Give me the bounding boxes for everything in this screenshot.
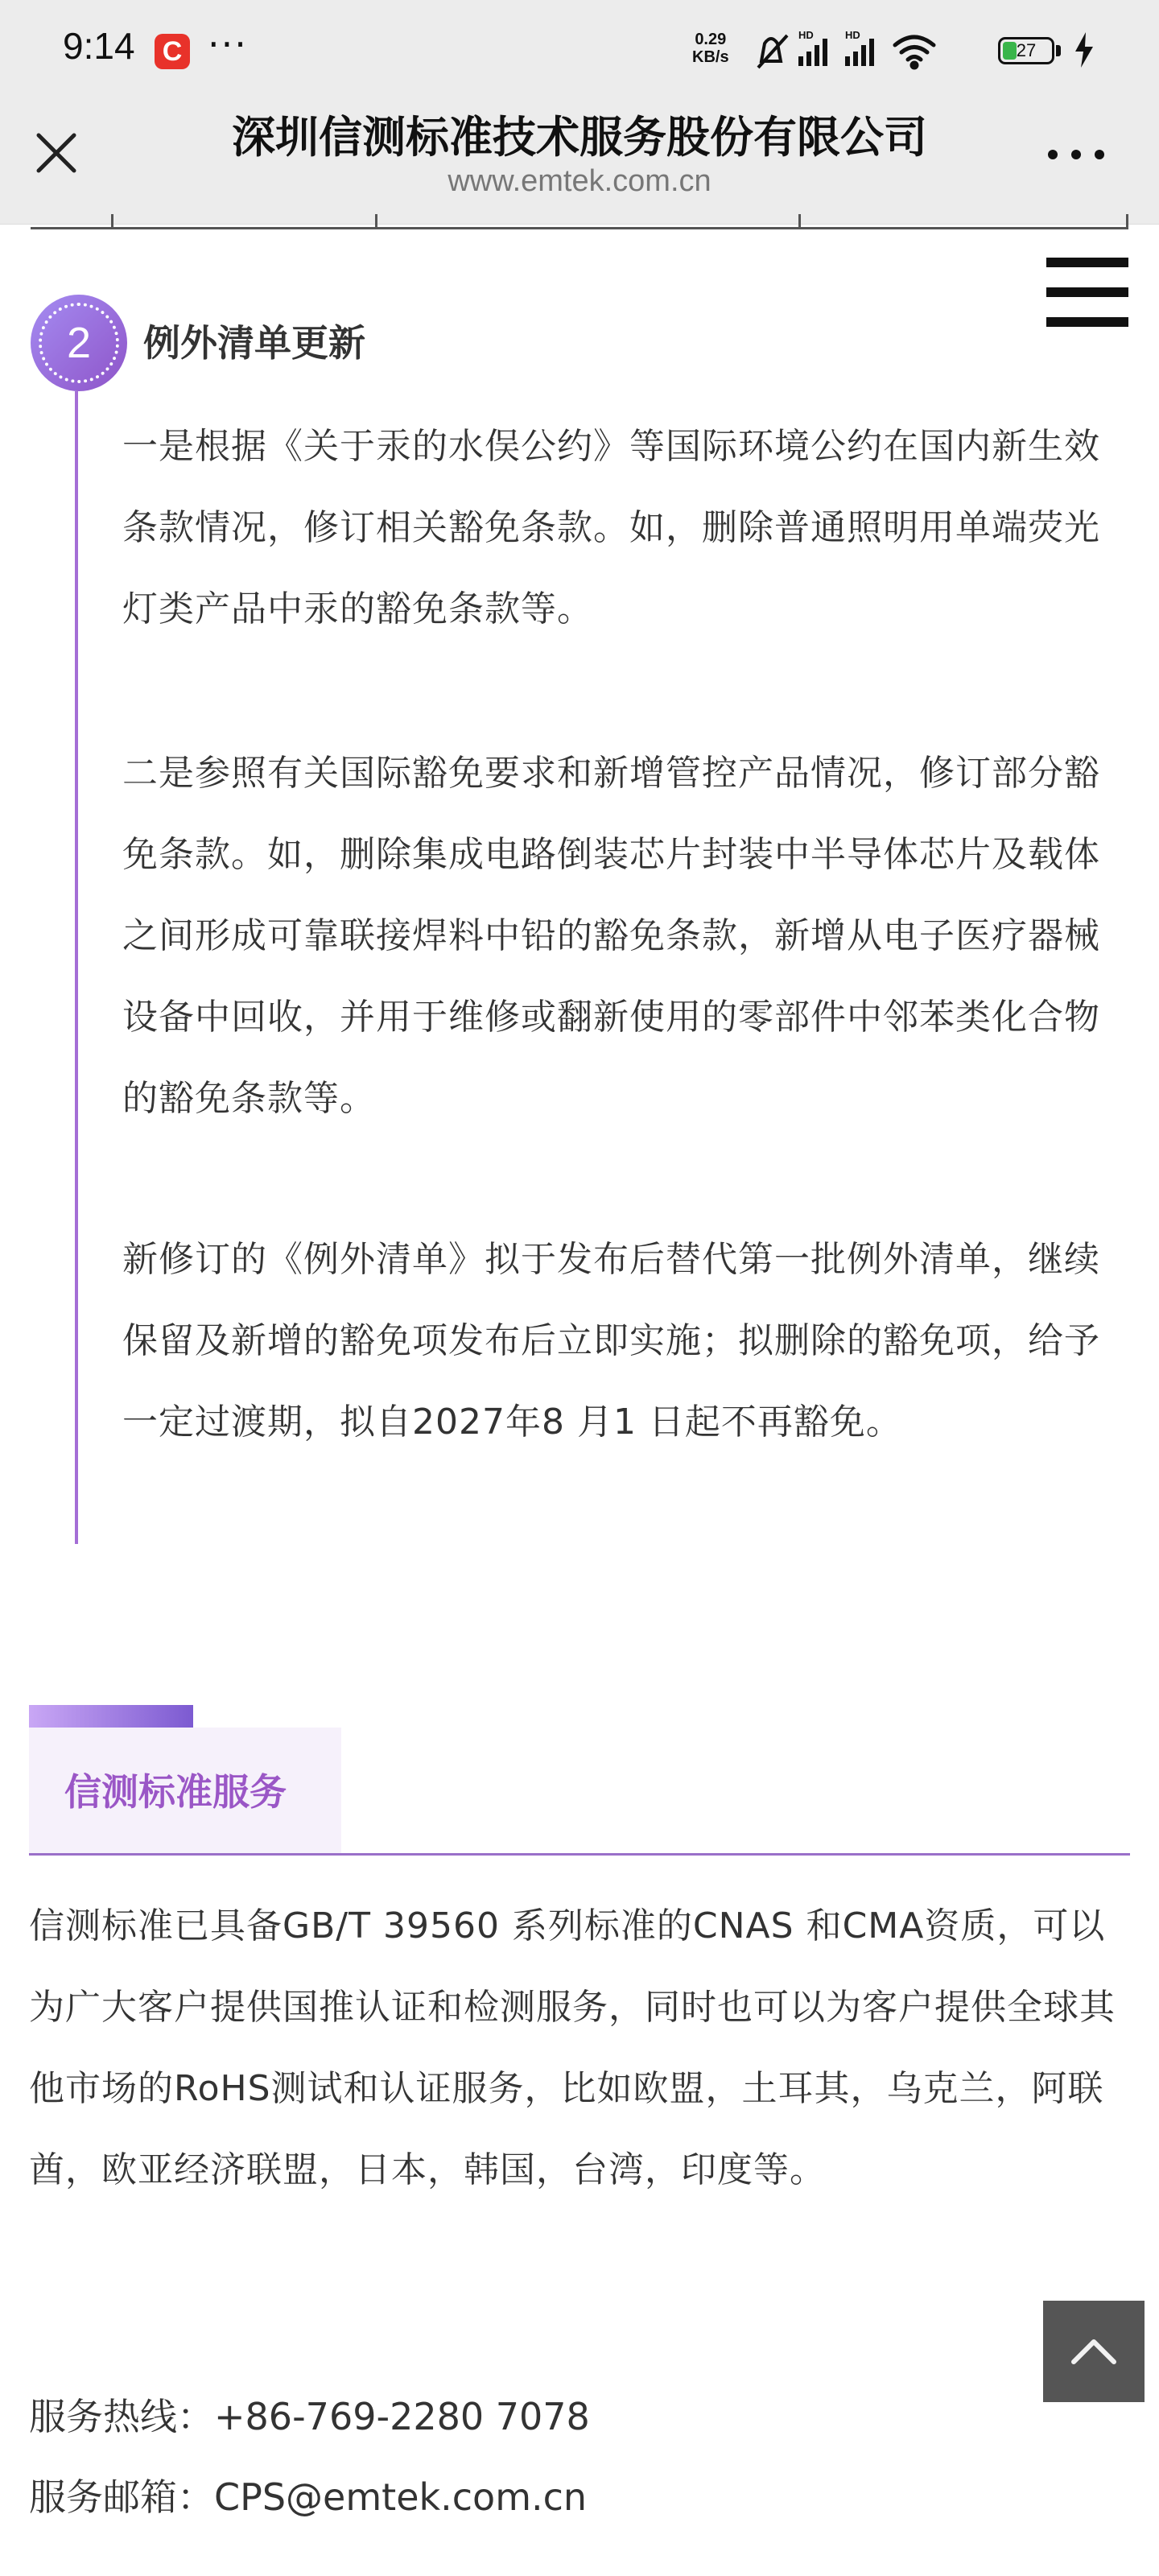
step-number-badge [31, 295, 127, 391]
section-divider [29, 1853, 1130, 1856]
back-to-top-button[interactable] [1043, 2301, 1145, 2402]
mute-icon [758, 35, 787, 68]
signal-strength-icon [798, 29, 874, 66]
svg-text:HD: HD [845, 29, 860, 41]
signal-icons [757, 27, 990, 76]
network-speed [692, 31, 729, 66]
app-notification-icon: C [155, 34, 190, 69]
service-email[interactable]: 服务邮箱：CPS@emtek.com.cn [29, 2475, 588, 2519]
service-hotline[interactable]: 服务热线：+86-769-2280 7078 [29, 2395, 590, 2438]
battery-icon [998, 37, 1054, 64]
step-number: 2 [66, 319, 92, 367]
more-notifications-icon: ··· [208, 23, 248, 66]
battery-level: 27 [1016, 40, 1037, 60]
network-speed-value: 0.29 [695, 31, 727, 48]
menu-icon[interactable] [1046, 258, 1128, 327]
paragraph-1: 一是根据《关于汞的水俣公约》等国际环境公约在国内新生效条款情况，修订相关豁免条款。如，删除普通照明用单端荧光灯类产品中汞的豁免条款等。 [122, 426, 1100, 630]
step-timeline-line [75, 391, 78, 1544]
page-title: 深圳信测标准技术服务股份有限公司 [232, 112, 927, 163]
charging-icon [1074, 32, 1095, 68]
page-url: www.emtek.com.cn [448, 164, 711, 198]
wifi-icon [895, 37, 934, 68]
chevron-up-icon [1043, 2301, 1145, 2402]
table-bottom-border [31, 224, 1128, 229]
more-icon[interactable] [1048, 150, 1104, 161]
svg-text:HD: HD [798, 29, 814, 41]
status-bar [0, 0, 1159, 105]
status-time: 9:14 [63, 25, 135, 67]
section-accent-bar [29, 1705, 193, 1728]
section-title: 信测标准服务 [64, 1770, 287, 1814]
step-title: 例外清单更新 [143, 321, 365, 365]
paragraph-2: 二是参照有关国际豁免要求和新增管控产品情况，修订部分豁免条款。如，删除集成电路倒装芯片封装中半导体芯片及载体之间形成可靠联接焊料中铅的豁免条款，新增从电子医疗器械设备中回收，并用于维修或翻新使用的零部件中邻苯类化合物的豁免条款等。 [122, 753, 1100, 1119]
battery-tip [1056, 45, 1061, 56]
close-icon[interactable] [32, 129, 80, 177]
service-description: 信测标准已具备GB/T 39560 系列标准的CNAS 和CMA资质，可以为广大客户提供国推认证和检测服务，同时也可以为客户提供全球其他市场的RoHS测试和认证服务，比如欧盟，土耳其，乌克兰，阿联酋，欧亚经济联盟，日本，韩国，台湾，印度等。 [29, 1905, 1116, 2190]
paragraph-3: 新修订的《例外清单》拟于发布后替代第一批例外清单，继续保留及新增的豁免项发布后立即实施；拟删除的豁免项，给予一定过渡期，拟自2027年8 月1 日起不再豁免。 [122, 1239, 1100, 1443]
network-speed-unit: KB/s [692, 48, 729, 66]
